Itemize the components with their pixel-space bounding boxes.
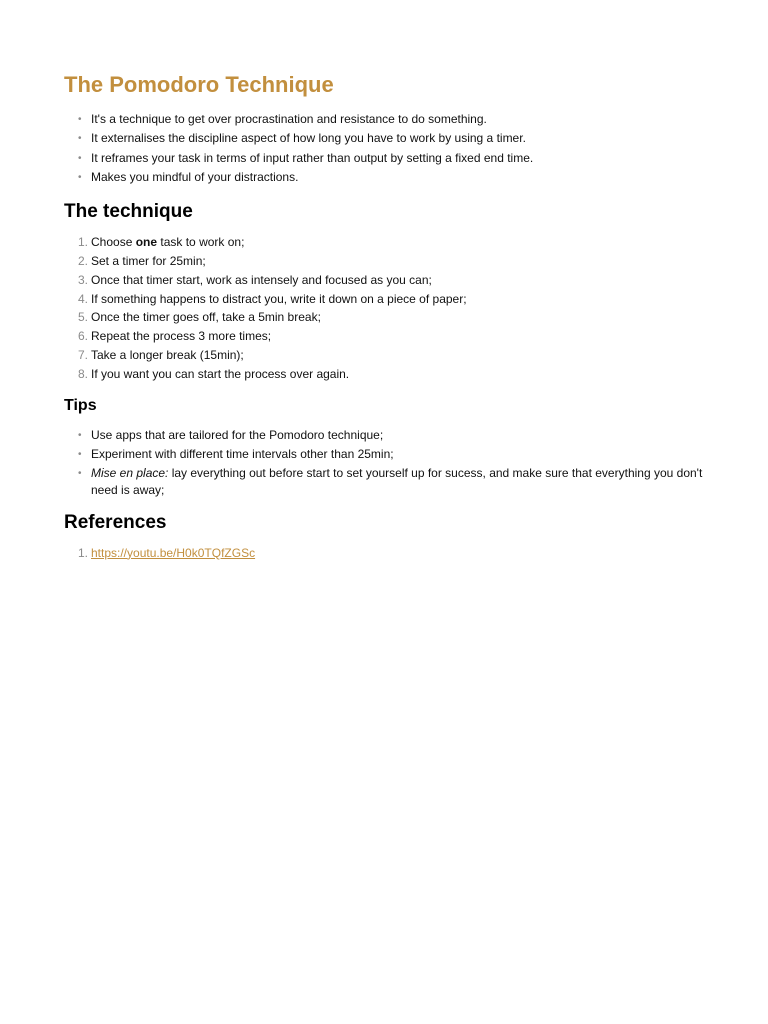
list-number: 1.	[77, 545, 88, 560]
references-list	[64, 545, 704, 562]
step-text: If you want you can start the process over again.	[91, 366, 350, 381]
reference-link[interactable]: https://youtu.be/H0k0TQfZGSc	[91, 545, 256, 560]
tip-text: Use apps that are tailored for the Pomodoro technique;	[91, 427, 384, 442]
document	[64, 70, 704, 562]
list-number: 8.	[77, 366, 88, 381]
list-item	[64, 366, 704, 383]
page-title: The Pomodoro Technique	[64, 72, 334, 97]
bullet-icon: •	[78, 448, 82, 460]
list-item	[64, 446, 704, 463]
list-item	[64, 150, 704, 167]
bullet-icon: •	[78, 172, 82, 184]
technique-heading: The technique	[64, 201, 193, 223]
intro-item-text: It's a technique to get over procrastination and resistance to do something.	[91, 112, 487, 126]
list-item	[64, 347, 704, 364]
list-number: 3.	[77, 272, 88, 287]
list-item	[64, 465, 704, 499]
step-text-pre: Choose	[91, 235, 136, 250]
list-item	[64, 272, 704, 289]
step-text: Once that timer start, work as intensely and focused as you can;	[91, 272, 432, 287]
list-item	[64, 427, 704, 444]
list-item	[64, 111, 704, 128]
list-item	[64, 253, 704, 270]
list-item	[64, 309, 704, 326]
step-text: Repeat the process 3 more times;	[91, 329, 272, 344]
list-number: 1.	[77, 235, 88, 250]
list-number: 4.	[77, 291, 88, 306]
list-item	[64, 545, 704, 562]
steps-list	[64, 234, 704, 383]
step-text: Set a timer for 25min;	[91, 253, 206, 268]
list-number: 5.	[77, 310, 88, 325]
list-number: 6.	[77, 329, 88, 344]
list-item	[64, 234, 704, 251]
list-item	[64, 169, 704, 186]
list-item	[64, 328, 704, 345]
bullet-icon: •	[78, 133, 82, 145]
references-heading: References	[64, 511, 167, 533]
list-number: 7.	[77, 347, 88, 362]
tip-text: lay everything out before start to set yourself up for sucess, and make sure that everything you don't need is away;	[91, 465, 703, 497]
bullet-icon: •	[78, 429, 82, 441]
tips-heading: Tips	[64, 396, 97, 414]
list-item	[64, 291, 704, 308]
list-item	[64, 130, 704, 147]
tips-list	[64, 427, 704, 499]
step-text: Once the timer goes off, take a 5min break;	[91, 310, 321, 325]
step-emphasis: one	[135, 235, 158, 250]
tip-emphasis: Mise en place:	[91, 465, 169, 480]
bullet-icon: •	[78, 467, 82, 479]
intro-item-text: Makes you mindful of your distractions.	[91, 170, 299, 185]
tip-text: Experiment with different time intervals other than 25min;	[91, 446, 394, 461]
bullet-icon: •	[78, 114, 82, 125]
intro-item-text: It reframes your task in terms of input rather than output by setting a fixed end time.	[91, 150, 534, 165]
step-text: Take a longer break (15min);	[91, 347, 244, 362]
intro-item-text: It externalises the discipline aspect of how long you have to work by using a timer.	[91, 131, 526, 146]
intro-list	[64, 111, 704, 186]
bullet-icon: •	[78, 152, 82, 164]
step-text-post: task to work on;	[157, 235, 245, 250]
step-text: If something happens to distract you, write it down on a piece of paper;	[91, 291, 467, 306]
list-number: 2.	[77, 253, 88, 268]
